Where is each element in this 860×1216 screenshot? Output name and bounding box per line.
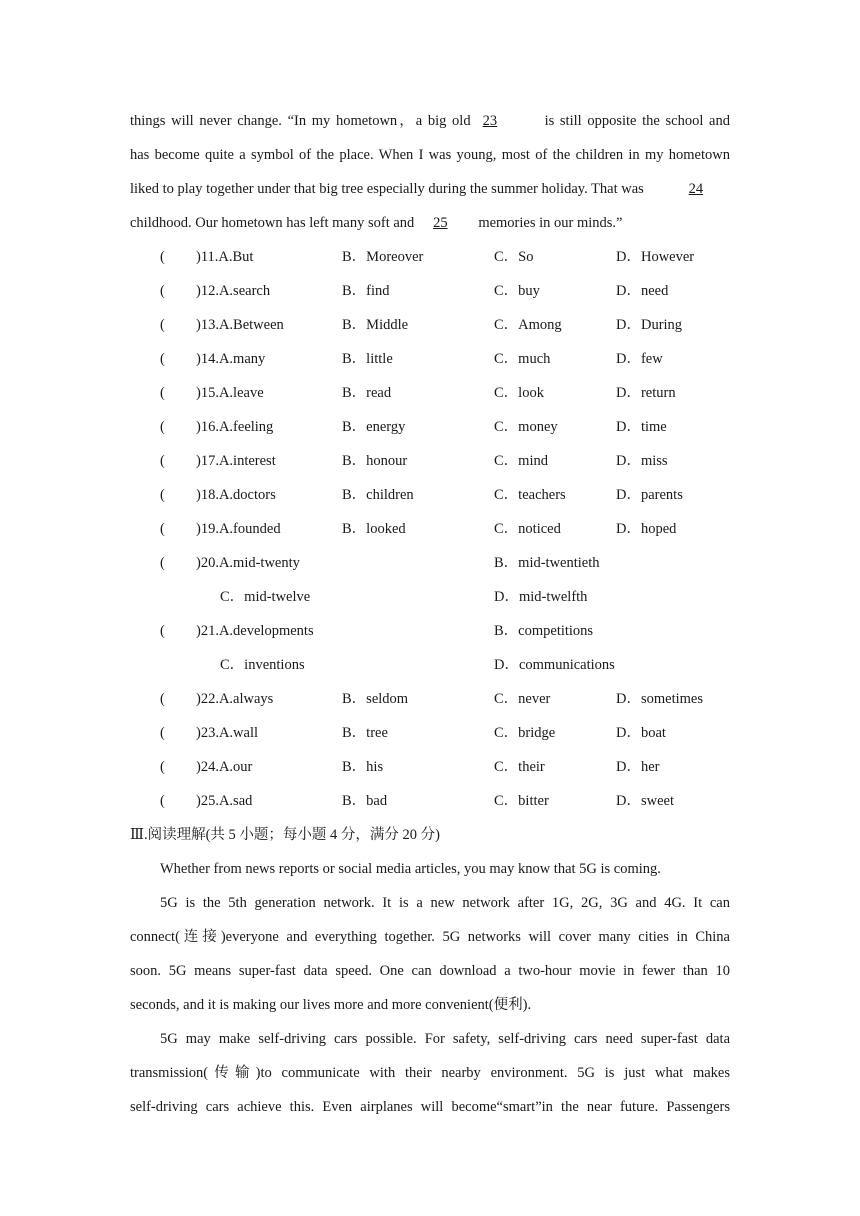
option-d: D．need bbox=[616, 283, 669, 299]
question-20 bbox=[130, 546, 730, 580]
question-17 bbox=[130, 444, 730, 478]
option-b: B．Middle bbox=[342, 317, 409, 333]
option-c: C．never bbox=[494, 691, 551, 707]
passage-line-1 bbox=[130, 104, 730, 138]
answer-paren[interactable]: ( bbox=[160, 453, 165, 469]
question-24 bbox=[130, 750, 730, 784]
option-d: D．communications bbox=[494, 657, 615, 673]
answer-paren[interactable]: ( bbox=[160, 351, 165, 367]
question-13 bbox=[130, 308, 730, 342]
answer-paren[interactable]: ( bbox=[160, 793, 165, 809]
reading-p2-line-4: seconds, and it is making our lives more and more convenient(便利). bbox=[130, 997, 532, 1013]
option-c: C．look bbox=[494, 385, 544, 401]
option-a: )13.A.Between bbox=[196, 317, 284, 333]
option-c: C．mid-twelve bbox=[220, 589, 311, 605]
option-a: )18.A.doctors bbox=[196, 487, 276, 503]
passage-line-3 bbox=[130, 172, 730, 206]
reading-p3-line-2: transmission(传输)to communicate with their nearby environment. 5G is just what makes bbox=[130, 1065, 730, 1081]
option-b: B．Moreover bbox=[342, 249, 424, 265]
option-d: D．miss bbox=[616, 453, 668, 469]
passage-line-2: has become quite a symbol of the place. When I was young, most of the children in my hometown bbox=[130, 147, 730, 163]
option-b: B．little bbox=[342, 351, 393, 367]
question-14 bbox=[130, 342, 730, 376]
option-a: )17.A.interest bbox=[196, 453, 276, 469]
blank-25: 25 bbox=[433, 215, 448, 231]
passage-line-4 bbox=[130, 206, 730, 240]
answer-paren[interactable]: ( bbox=[160, 283, 165, 299]
option-d: D．parents bbox=[616, 487, 683, 503]
answer-paren[interactable]: ( bbox=[160, 691, 165, 707]
question-23 bbox=[130, 716, 730, 750]
question-22 bbox=[130, 682, 730, 716]
reading-p2-line-1: 5G is the 5th generation network. It is a new network after 1G, 2G, 3G and 4G. It can bbox=[160, 895, 730, 911]
option-a: )14.A.many bbox=[196, 351, 266, 367]
question-18 bbox=[130, 478, 730, 512]
option-b: B．children bbox=[342, 487, 414, 503]
reading-paragraph-1: Whether from news reports or social media articles, you may know that 5G is coming. bbox=[160, 861, 661, 877]
blank-24: 24 bbox=[688, 181, 704, 197]
answer-paren[interactable]: ( bbox=[160, 419, 165, 435]
option-c: C．buy bbox=[494, 283, 540, 299]
option-a: )16.A.feeling bbox=[196, 419, 274, 435]
option-c: C．money bbox=[494, 419, 558, 435]
passage-text: childhood. Our hometown has left many soft and bbox=[130, 215, 415, 231]
option-d: D．few bbox=[616, 351, 663, 367]
reading-p2-line-3: soon. 5G means super-fast data speed. One can download a two-hour movie in fewer than 10 bbox=[130, 963, 730, 979]
option-d: D．sweet bbox=[616, 793, 674, 809]
option-d: D．mid-twelfth bbox=[494, 589, 588, 605]
answer-paren[interactable]: ( bbox=[160, 385, 165, 401]
option-d: D．sometimes bbox=[616, 691, 703, 707]
option-a: )24.A.our bbox=[196, 759, 253, 775]
option-b: B．his bbox=[342, 759, 384, 775]
passage-text: is still opposite the school and bbox=[544, 113, 730, 129]
option-a: )21.A.developments bbox=[196, 623, 314, 639]
option-b: B．read bbox=[342, 385, 392, 401]
option-d: D．return bbox=[616, 385, 676, 401]
question-12 bbox=[130, 274, 730, 308]
option-a: )20.A.mid-twenty bbox=[196, 555, 300, 571]
answer-paren[interactable]: ( bbox=[160, 555, 165, 571]
option-d: D．However bbox=[616, 249, 695, 265]
blank-23: 23 bbox=[482, 113, 498, 129]
option-a: )25.A.sad bbox=[196, 793, 253, 809]
option-d: D．hoped bbox=[616, 521, 677, 537]
answer-paren[interactable]: ( bbox=[160, 487, 165, 503]
answer-paren[interactable]: ( bbox=[160, 623, 165, 639]
passage-text: things will never change. “In my hometown，a big old bbox=[130, 113, 471, 129]
question-list-2 bbox=[130, 682, 730, 818]
question-11 bbox=[130, 240, 730, 274]
answer-paren[interactable]: ( bbox=[160, 725, 165, 741]
answer-paren[interactable]: ( bbox=[160, 759, 165, 775]
option-b: B．looked bbox=[342, 521, 406, 537]
section-title: Ⅲ.阅读理解(共 5 小题；每小题 4 分，满分 20 分) bbox=[130, 827, 441, 843]
option-b: B．bad bbox=[342, 793, 388, 809]
reading-p3-line-3: self-driving cars achieve this. Even airplanes will become“smart”in the near future. Passengers bbox=[130, 1099, 730, 1115]
option-d: D．During bbox=[616, 317, 683, 333]
passage-text: memories in our minds.” bbox=[478, 215, 623, 231]
answer-paren[interactable]: ( bbox=[160, 521, 165, 537]
option-b: B．seldom bbox=[342, 691, 409, 707]
question-16 bbox=[130, 410, 730, 444]
option-a: )23.A.wall bbox=[196, 725, 259, 741]
exam-page bbox=[130, 104, 730, 1124]
option-b: B．mid-twentieth bbox=[494, 555, 600, 571]
reading-p3-line-1: 5G may make self-driving cars possible. For safety, self-driving cars need super-fast data bbox=[160, 1031, 730, 1047]
question-25 bbox=[130, 784, 730, 818]
option-a: )12.A.search bbox=[196, 283, 271, 299]
option-b: B．find bbox=[342, 283, 390, 299]
option-d: D．her bbox=[616, 759, 660, 775]
option-c: C．bridge bbox=[494, 725, 556, 741]
option-a: )19.A.founded bbox=[196, 521, 281, 537]
answer-paren[interactable]: ( bbox=[160, 317, 165, 333]
option-a: )15.A.leave bbox=[196, 385, 264, 401]
question-19 bbox=[130, 512, 730, 546]
option-b: B．competitions bbox=[494, 623, 594, 639]
option-c: C．bitter bbox=[494, 793, 549, 809]
option-a: )11.A.But bbox=[196, 249, 254, 265]
option-b: B．tree bbox=[342, 725, 388, 741]
reading-p2-line-2: connect(连接)everyone and everything together. 5G networks will cover many cities in China bbox=[130, 929, 730, 945]
option-b: B．honour bbox=[342, 453, 408, 469]
option-b: B．energy bbox=[342, 419, 406, 435]
option-c: C．teachers bbox=[494, 487, 566, 503]
option-c: C．noticed bbox=[494, 521, 561, 537]
option-d: D．boat bbox=[616, 725, 666, 741]
option-c: C．much bbox=[494, 351, 551, 367]
option-c: C．Among bbox=[494, 317, 562, 333]
question-21-row2 bbox=[130, 648, 730, 682]
question-15 bbox=[130, 376, 730, 410]
option-a: )22.A.always bbox=[196, 691, 274, 707]
question-21 bbox=[130, 614, 730, 648]
question-20-row2 bbox=[130, 580, 730, 614]
option-c: C．their bbox=[494, 759, 545, 775]
option-d: D．time bbox=[616, 419, 667, 435]
passage-text: liked to play together under that big tree especially during the summer holiday. That was bbox=[130, 181, 644, 197]
option-c: C．inventions bbox=[220, 657, 305, 673]
question-list bbox=[130, 240, 730, 546]
answer-paren[interactable]: ( bbox=[160, 249, 165, 265]
option-c: C．mind bbox=[494, 453, 548, 469]
option-c: C．So bbox=[494, 249, 534, 265]
